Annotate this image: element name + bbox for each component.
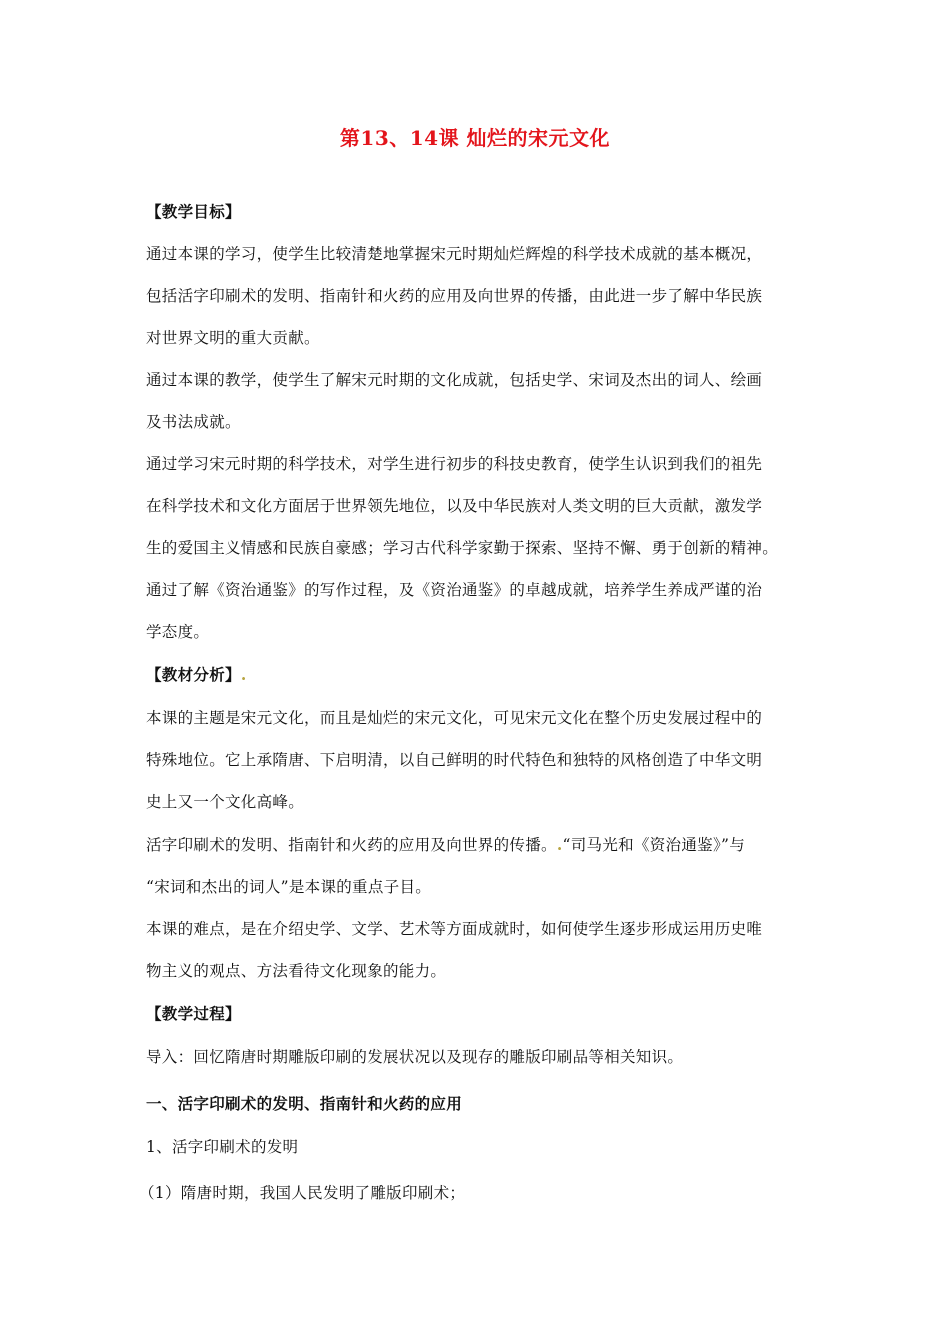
paragraph-segment: 活字印刷术的发明、指南针和火药的应用及向世界的传播。	[146, 836, 557, 854]
paragraph-line: 通过学习宋元时期的科学技术，对学生进行初步的科技史教育，使学生认识到我们的祖先	[146, 455, 763, 473]
paragraph-line: 学态度。	[146, 623, 210, 641]
analysis-heading-text: 【教材分析】	[146, 665, 241, 684]
paragraph-line: 生的爱国主义情感和民族自豪感；学习古代科学家勤于探索、坚持不懈、勇于创新的精神。	[146, 539, 779, 557]
paragraph-line: 通过本课的学习，使学生比较清楚地掌握宋元时期灿烂辉煌的科学技术成就的基本概况，	[146, 245, 763, 263]
paragraph-line: 史上又一个文化高峰。	[146, 793, 305, 811]
section-heading: 一、活字印刷术的发明、指南针和火药的应用	[146, 1094, 463, 1113]
list-item: （1）隋唐时期，我国人民发明了雕版印刷术；	[139, 1184, 466, 1202]
paragraph-line: 及书法成就。	[146, 413, 241, 431]
paragraph-line: 特殊地位。它上承隋唐、下启明清，以自己鲜明的时代特色和独特的风格创造了中华文明	[146, 751, 763, 769]
paragraph-line: 通过本课的教学，使学生了解宋元时期的文化成就，包括史学、宋词及杰出的词人、绘画	[146, 371, 763, 389]
paragraph-line: “宋词和杰出的词人”是本课的重点子目。	[146, 878, 432, 896]
paragraph-line: 导入：回忆隋唐时期雕版印刷的发展状况以及现存的雕版印刷品等相关知识。	[146, 1048, 684, 1066]
subsection-heading: 1、活字印刷术的发明	[146, 1138, 299, 1156]
decorative-dot: .	[240, 665, 247, 684]
paragraph-line	[146, 834, 745, 856]
decorative-dot: .	[556, 835, 563, 854]
paragraph-line: 在科学技术和文化方面居于世界领先地位，以及中华民族对人类文明的巨大贡献，激发学	[146, 497, 763, 515]
process-heading: 【教学过程】	[146, 1004, 241, 1023]
analysis-heading	[146, 664, 247, 686]
objectives-heading: 【教学目标】	[146, 202, 241, 221]
page-title: 第13、14课 灿烂的宋元文化	[339, 126, 611, 150]
paragraph-line: 物主义的观点、方法看待文化现象的能力。	[146, 962, 447, 980]
paragraph-segment: “司马光和《资治通鉴》”与	[562, 836, 746, 854]
paragraph-line: 本课的主题是宋元文化，而且是灿烂的宋元文化，可见宋元文化在整个历史发展过程中的	[146, 709, 763, 727]
paragraph-line: 本课的难点，是在介绍史学、文学、艺术等方面成就时，如何使学生逐步形成运用历史唯	[146, 920, 763, 938]
paragraph-line: 通过了解《资治通鉴》的写作过程，及《资治通鉴》的卓越成就，培养学生养成严谨的治	[146, 581, 763, 599]
paragraph-line: 包括活字印刷术的发明、指南针和火药的应用及向世界的传播，由此进一步了解中华民族	[146, 287, 763, 305]
paragraph-line: 对世界文明的重大贡献。	[146, 329, 320, 347]
